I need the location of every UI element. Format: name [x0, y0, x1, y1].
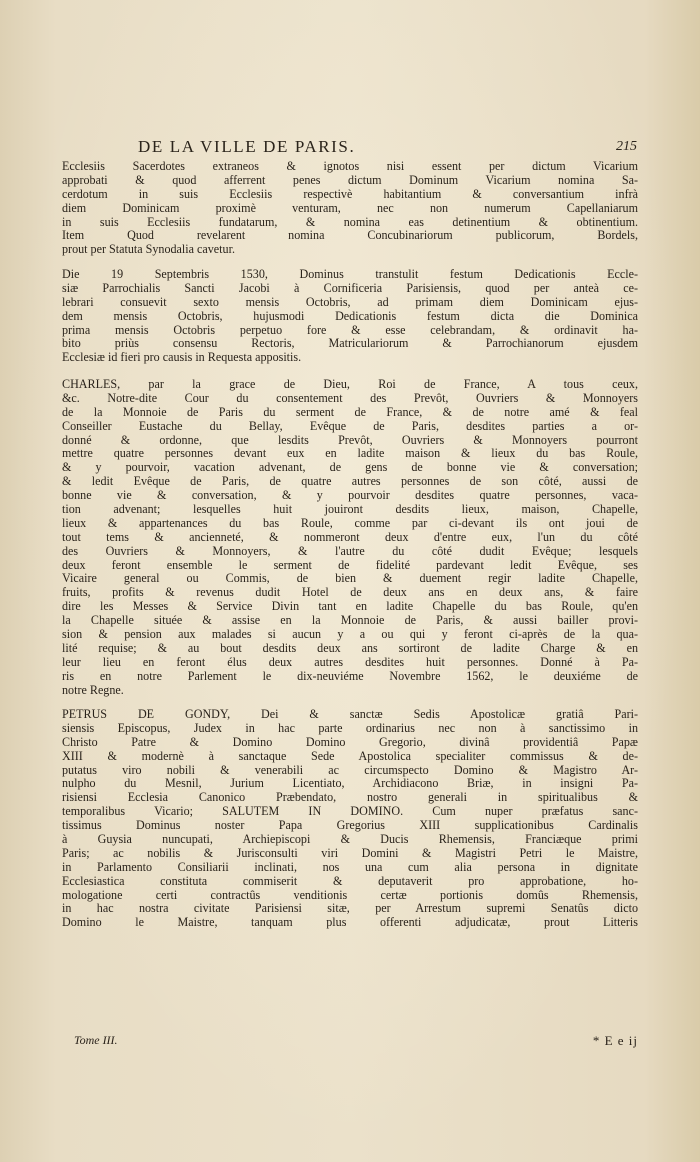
- text-line: lieux & appartenances du bas Roule, comme par ci-devant ils ont joui de: [62, 516, 638, 530]
- text-line: bonne vie & conversation, & y pourvoir desdites quatre personnes, vaca-: [62, 489, 638, 503]
- text-line: mettre quatre personnes devant eux en ladite maison & lieux du bas Roule,: [62, 447, 638, 461]
- paragraph-3: [62, 378, 638, 697]
- text-line: risiensi Ecclesia Canonico Præbendato, nostro generali in spiritualibus &: [62, 791, 638, 805]
- text-line: Christo Patre & Domino Domino Gregorio, divinâ providentiâ Papæ: [62, 735, 638, 749]
- text-line: nulpho du Mesnil, Jurium Licentiato, Archidiacono Briæ, in insigni Pa-: [62, 777, 638, 791]
- text-line: siensis Episcopus, Judex in hac parte ordinarius nec non à sanctissimo in: [62, 721, 638, 735]
- text-line: fruits, profits & revenus dudit Hotel de deux ans en deux ans, & faire: [62, 586, 638, 600]
- text-line: prima mensis Octobris perpetuo fore & esse celebrandam, & ordinavit ha-: [62, 323, 638, 337]
- page-header: [62, 135, 637, 161]
- text-line: Ecclesiis Sacerdotes extraneos & ignotos nisi essent per dictum Vicarium: [62, 160, 638, 173]
- running-title: DE LA VILLE DE PARIS.: [138, 137, 356, 156]
- text-line: Item Quod revelarent nomina Concubinariorum publicorum, Bordels,: [62, 229, 638, 243]
- text-line: de la Monnoie de Paris du serment de France, & de notre amé & feal: [62, 405, 638, 419]
- text-line: Vicaire general ou Commis, de bien & duement regir ladite Chapelle,: [62, 572, 638, 586]
- text-line: Ecclesiastica constituta commiserit & deputaverit pro approbatione, ho-: [62, 874, 638, 888]
- text-line: lebrari consuevit sexto mensis Octobris, ad primam diem Dominicam ejus-: [62, 295, 638, 309]
- text-line: sion & pension aux malades si aucun y a ou qui y feront ci-après de la qua-: [62, 628, 638, 642]
- text-line: & ledit Evêque de Paris, de quatre autres personnes de son côté, aussi de: [62, 475, 638, 489]
- page-number: 215: [616, 139, 637, 154]
- volume-label: Tome III.: [74, 1033, 118, 1047]
- text-line: dire les Messes & Service Divin tant en ladite Chapelle du bas Roule, qu'en: [62, 600, 638, 614]
- paragraph-1: [62, 160, 638, 257]
- text-line: Domino le Maistre, tanquam plus offerenti adjudicatæ, prout Litteris: [62, 916, 638, 930]
- text-line: leur lieu en feront élus deux autres desdites huit personnes. Donné à Pa-: [62, 655, 638, 669]
- text-line: Conseiller Eustache du Bellay, Evêque de Paris, desdites parties a or-: [62, 419, 638, 433]
- paragraph-4: [62, 708, 638, 930]
- text-line: la Chapelle située & assise en la Monnoie de Paris, & aussi bailler provi-: [62, 614, 638, 628]
- text-line: tissimus Dominus noster Papa Gregorius XIII supplicationibus Cardinalis: [62, 819, 638, 833]
- text-line: prout per Statuta Synodalia cavetur.: [62, 243, 235, 257]
- text-line: lité requise; & au bout desdits deux ans sortiront de ladite Charge & en: [62, 641, 638, 655]
- text-line: in Parlamento Consiliarii inclinati, nos una cum alia persona in dignitate: [62, 860, 638, 874]
- text-line: approbati & quod afferrent penes dictum Dominum Vicarium nomina Sa-: [62, 173, 638, 187]
- text-line: tout tems & ancienneté, & nommeront deux d'entre eux, l'un du côté: [62, 530, 638, 544]
- text-line: cerdotum in suis Ecclesiis respectivè habitantium & conversantium infrà: [62, 187, 638, 201]
- text-line: siæ Parrochialis Sancti Jacobi à Cornificeria Parisiensis, quod per anteà ce-: [62, 281, 638, 295]
- text-line: deux feront ensemble le serment de fidelité pardevant ledit Evêque, ses: [62, 558, 638, 572]
- text-line: donné & ordonne, que lesdits Prevôt, Ouvriers & Monnoyers pourront: [62, 433, 638, 447]
- text-line: dem mensis Octobris, hujusmodi Dedicationis festum dicta die Dominica: [62, 309, 638, 323]
- text-line: &c. Notre-dite Cour du consentement des Prevôt, Ouvriers & Monnoyers: [62, 391, 638, 405]
- text-line: & y pourvoir, vacation advenant, de gens de bonne vie & conversation;: [62, 461, 638, 475]
- signature-mark: * E e ij: [592, 1033, 638, 1048]
- text-line: bito priùs consensu Rectoris, Matriculariorum & Parrochianorum ejusdem: [62, 337, 638, 351]
- text-line: notre Regne.: [62, 683, 124, 697]
- text-line: tion advenant; lesquelles huit jouiront desdits lieux, maison, Chapelle,: [62, 503, 638, 517]
- text-line: Die 19 Septembris 1530, Dominus transtulit festum Dedicationis Eccle-: [62, 268, 638, 281]
- text-line: CHARLES, par la grace de Dieu, Roi de France, A tous ceux,: [62, 378, 638, 391]
- text-line: PETRUS DE GONDY, Dei & sanctæ Sedis Apostolicæ gratiâ Pari-: [62, 708, 638, 721]
- text-line: à Guysia nuncupati, Archiepiscopi & Ducis Rhemensis, Franciæque primi: [62, 833, 638, 847]
- text-line: temporalibus Vicario; SALUTEM IN DOMINO. Cum nuper præfatus sanc-: [62, 805, 638, 819]
- text-line: putatus viro nobili & venerabili ac circumspecto Domino & Magistro Ar-: [62, 763, 638, 777]
- text-line: ris en notre Parlement le dix-neuviéme Novembre 1562, le deuxiéme de: [62, 669, 638, 683]
- text-line: in suis Ecclesiis fundatarum, & nomina eas detinentium & obtinentium.: [62, 215, 638, 229]
- text-line: des Ouvriers & Monnoyers, & l'autre du côté dudit Evêque; lesquels: [62, 544, 638, 558]
- text-line: diem Dominicam proximè venturam, nec non numerum Capellaniarum: [62, 201, 638, 215]
- text-line: XIII & modernè à sanctaque Sede Apostolica specialiter commissus & de-: [62, 749, 638, 763]
- paragraph-2: [62, 268, 638, 365]
- text-line: mologatione certi contractûs venditionis certæ portionis domûs Rhemensis,: [62, 888, 638, 902]
- text-line: in hac nostra civitate Parisiensi sitæ, per Arrestum supremi Senatûs dicto: [62, 902, 638, 916]
- page-footer: [62, 1033, 638, 1051]
- text-line: Paris; ac nobilis & Jurisconsulti viri Domini & Magistri Petri le Maistre,: [62, 846, 638, 860]
- text-line: Ecclesiæ id fieri pro causis in Requesta appositis.: [62, 351, 302, 365]
